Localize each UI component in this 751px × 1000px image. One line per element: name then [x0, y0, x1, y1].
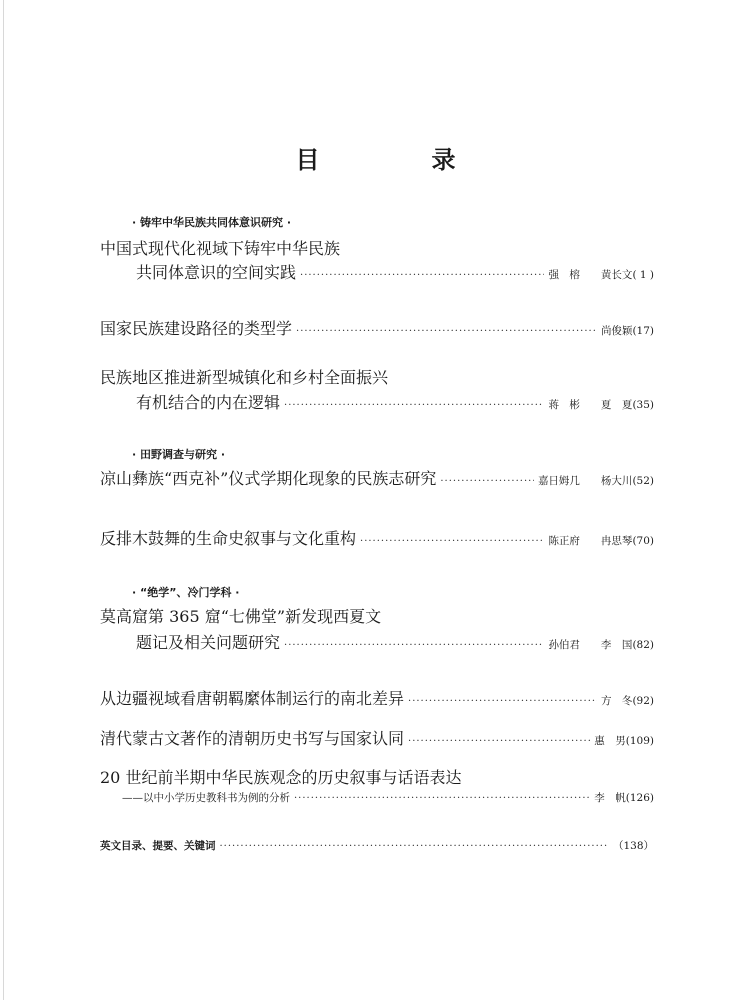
toc-entry-page: (126) — [625, 792, 654, 804]
toc-entry-author: 方 冬 — [600, 695, 633, 707]
toc-entry-title[interactable]: 民族地区推进新型城镇化和乡村全面振兴 — [100, 368, 389, 387]
toc-entry-line[interactable]: 从边疆视域看唐朝羁縻体制运行的南北差异 ····· 方 冬 (92) — [100, 686, 654, 709]
section-heading: · 铸牢中华民族共同体意识研究 · — [132, 216, 292, 229]
dot-leader — [284, 640, 544, 651]
toc-entry-author: 嘉日姆几 杨大川 — [537, 475, 633, 487]
toc-entry-page: (17) — [632, 325, 654, 337]
toc-entry-title[interactable]: 中国式现代化视域下铸牢中华民族 — [100, 239, 341, 258]
dot-leader — [408, 736, 590, 747]
section-heading: · “绝学”、冷门学科 · — [132, 586, 240, 599]
section-heading: · 田野调查与研究 · — [132, 448, 226, 461]
toc-footer-label: 英文目录、提要、关键词 — [100, 840, 216, 852]
toc-entry-page: (92) — [632, 695, 654, 707]
toc-entry-line[interactable]: 凉山彝族“西克补”仪式学期化现象的民族志研究 ····· 嘉日姆几 杨大川 (52) — [100, 466, 654, 489]
toc-entry-author: 孙伯君 李 国 — [548, 639, 633, 651]
toc-entry-line[interactable]: 题记及相关问题研究 ····· 孙伯君 李 国 (82) — [136, 630, 654, 653]
toc-entry-line[interactable]: 共同体意识的空间实践 ····· 强 榕 黄长文 ( 1 ) — [136, 260, 654, 283]
toc-entry-page: ( 1 ) — [632, 269, 654, 281]
toc-entry-title[interactable]: 20 世纪前半期中华民族观念的历史叙事与话语表达 — [100, 768, 462, 787]
toc-entry-line[interactable]: 反排木鼓舞的生命史叙事与文化重构 ····· 陈正府 冉思琴 (70) — [100, 526, 654, 549]
toc-entry-line[interactable]: 有机结合的内在逻辑 ····· 蒋 彬 夏 夏 (35) — [136, 390, 654, 413]
toc-entry-author: 蒋 彬 夏 夏 — [548, 399, 633, 411]
toc-entry-page: (52) — [632, 475, 654, 487]
toc-entry-page: (35) — [632, 399, 654, 411]
dot-leader — [284, 400, 544, 411]
toc-entry-line[interactable]: 国家民族建设路径的类型学 ····· 尚俊颖 (17) — [100, 316, 654, 339]
toc-entry-subtitle: ——以中小学历史教科书为例的分析 — [122, 792, 290, 804]
toc-entry-title[interactable]: 莫高窟第 365 窟“七佛堂”新发现西夏文 — [100, 607, 382, 626]
dot-leader — [220, 841, 609, 852]
dot-leader — [440, 476, 534, 487]
page-title: 目 录 — [295, 146, 500, 174]
toc-entry-line[interactable]: 清代蒙古文著作的清朝历史书写与国家认同 ····· 惠 男 (109) — [100, 726, 654, 749]
toc-entry-author: 陈正府 冉思琴 — [548, 535, 633, 547]
toc-footer-line[interactable] — [100, 838, 654, 853]
dot-leader — [360, 536, 544, 547]
toc-footer-page: （138） — [612, 840, 654, 852]
toc-entry-page: (82) — [632, 639, 654, 651]
dot-leader — [408, 696, 597, 707]
toc-entry-page: (70) — [632, 535, 654, 547]
dot-leader — [300, 270, 544, 281]
toc-entry-author: 惠 男 — [594, 735, 626, 747]
dot-leader — [294, 793, 590, 804]
toc-entry-author: 强 榕 黄长文 — [548, 269, 633, 281]
toc-entry-author: 尚俊颖 — [600, 325, 633, 337]
toc-entry-line[interactable] — [122, 790, 654, 805]
toc-entry-author: 李 帆 — [594, 792, 626, 804]
dot-leader — [296, 326, 597, 337]
toc-entry-page: (109) — [625, 735, 654, 747]
